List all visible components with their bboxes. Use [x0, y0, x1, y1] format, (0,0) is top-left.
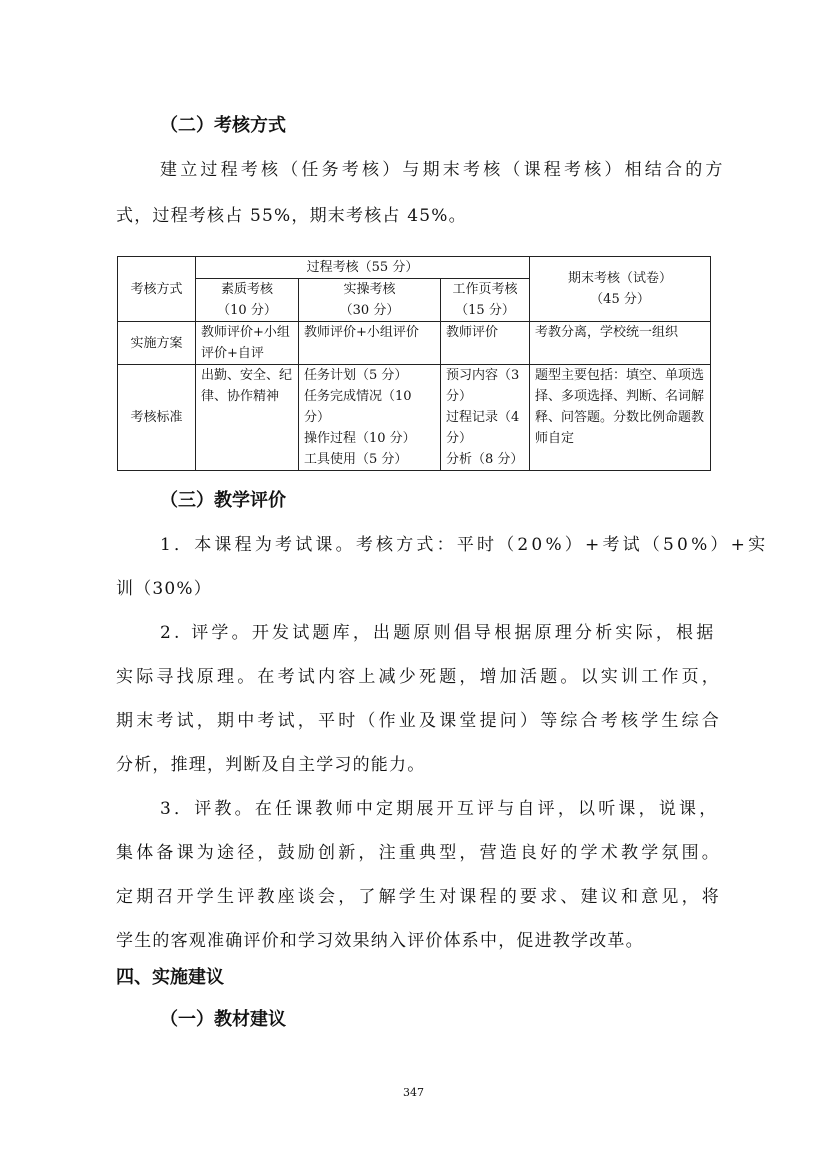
worksheet-item-record: 过程记录（4 分）	[446, 410, 520, 446]
assessment-table	[117, 256, 711, 471]
worksheet-item-analysis: 分析（8 分）	[446, 452, 524, 467]
table-row-implementation	[118, 322, 711, 365]
header-worksheet	[441, 279, 530, 322]
header-method: 考核方式	[118, 257, 196, 322]
practice-item-completion: 任务完成情况（10 分）	[304, 389, 412, 425]
header-worksheet-label: 工作页考核	[452, 282, 518, 297]
worksheet-item-preview: 预习内容（3 分）	[446, 368, 520, 404]
item3-line-2: 集体备课为途径，鼓励创新，注重典型，营造良好的学术教学氛围。	[116, 843, 722, 863]
item3-line-4: 学生的客观准确评价和学习效果纳入评价体系中，促进教学改革。	[116, 931, 644, 951]
cell-worksheet-implementation: 教师评价	[441, 322, 530, 365]
cell-final-implementation: 考教分离，学校统一组织	[530, 322, 711, 365]
header-final-label: 期末考核（试卷）	[568, 271, 673, 286]
header-quality-label: 素质考核	[220, 282, 273, 297]
section-title-textbook-suggestions: （一）教材建议	[160, 1009, 286, 1030]
header-quality	[196, 279, 299, 322]
header-final-score: （45 分）	[590, 292, 650, 307]
header-practice	[299, 279, 441, 322]
cell-worksheet-criteria	[441, 365, 530, 471]
header-worksheet-score: （15 分）	[455, 303, 515, 318]
item3-line-3: 定期召开学生评教座谈会，了解学生对课程的要求、建议和意见，将	[116, 887, 722, 907]
page-number: 347	[403, 1086, 424, 1099]
header-practice-score: （30 分）	[339, 303, 400, 318]
part-title-implementation-suggestions: 四、实施建议	[116, 967, 224, 988]
item3-line-1: 3．评教。在任课教师中定期展开互评与自评，以听课，说课，	[160, 799, 720, 819]
practice-item-tools: 工具使用（5 分）	[304, 452, 408, 467]
cell-practice-criteria	[299, 365, 441, 471]
header-final	[530, 257, 711, 322]
section-title-assessment-method: （二）考核方式	[160, 115, 286, 136]
header-quality-score: （10 分）	[217, 303, 277, 318]
item2-line-1: 2. 评学。开发试题库，出题原则倡导根据原理分析实际，根据	[160, 623, 717, 643]
table-header-row-1	[118, 257, 711, 279]
assessment-paragraph-line-2: 式，过程考核占 55%，期末考核占 45%。	[116, 206, 467, 226]
item1-line-2: 训（30%）	[116, 579, 212, 599]
item2-line-2: 实际寻找原理。在考试内容上减少死题，增加活题。以实训工作页，	[116, 667, 722, 687]
cell-final-criteria: 题型主要包括：填空、单项选择、多项选择、判断、名词解释、问答题。分数比例命题教师自定	[530, 365, 711, 471]
cell-quality-implementation: 教师评价+小组评价+自评	[196, 322, 299, 365]
row-label-implementation: 实施方案	[118, 322, 196, 365]
item2-line-4: 分析，推理，判断及自主学习的能力。	[116, 755, 426, 775]
cell-quality-criteria: 出勤、安全、纪律、协作精神	[196, 365, 299, 471]
section-title-teaching-evaluation: （三）教学评价	[160, 490, 286, 511]
item2-line-3: 期末考试，期中考试，平时（作业及课堂提问）等综合考核学生综合	[116, 711, 722, 731]
cell-practice-implementation: 教师评价+小组评价	[299, 322, 441, 365]
practice-item-operation: 操作过程（10 分）	[304, 431, 416, 446]
practice-item-plan: 任务计划（5 分）	[304, 368, 408, 383]
assessment-paragraph-line-1: 建立过程考核（任务考核）与期末考核（课程考核）相结合的方	[160, 160, 726, 180]
item1-line-1: 1．本课程为考试课。考核方式：平时（20%）+考试（50%）+实	[160, 535, 769, 555]
table-row-criteria	[118, 365, 711, 471]
row-label-criteria: 考核标准	[118, 365, 196, 471]
header-process: 过程考核（55 分）	[196, 257, 530, 279]
header-practice-label: 实操考核	[343, 282, 396, 297]
